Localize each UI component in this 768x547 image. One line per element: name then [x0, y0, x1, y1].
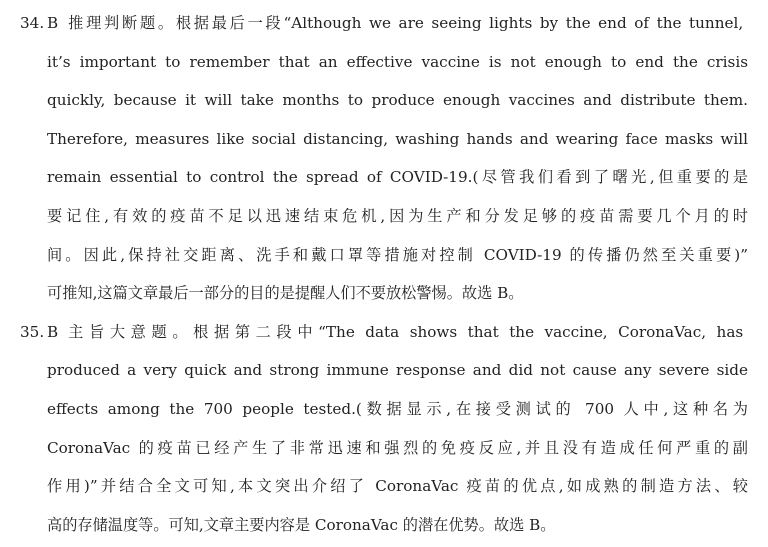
question-number: 34.: [20, 14, 45, 32]
item-35-line-2: produced a very quick and strong immune response and did not cause any severe side: [47, 361, 748, 380]
item-34-line-4: Therefore, measures like social distancing, washing hands and wearing face masks will: [47, 129, 748, 148]
question-answer: B: [47, 322, 59, 341]
explanation-text: 推理判断题。根据最后一段“Although we are seeing lights by the end of the tunnel,: [68, 14, 744, 32]
question-number: 35.: [20, 322, 45, 341]
item-34-line-5: remain essential to control the spread of COVID-19.(尽管我们看到了曙光,但重要的是: [47, 168, 748, 187]
item-35-line-1: [20, 313, 748, 352]
item-35-line-4: CoronaVac 的疫苗已经产生了非常迅速和强烈的免疫反应,并且没有造成任何严重的副: [47, 438, 748, 457]
item-34-line-2: it’s important to remember that an effective vaccine is not enough to end the crisis: [47, 52, 748, 71]
item-34-line-3: quickly, because it will take months to produce enough vaccines and distribute them.: [47, 91, 748, 110]
item-35-line-5: 作用)”并结合全文可知,本文突出介绍了 CoronaVac 疫苗的优点,如成熟的制造方法、较: [47, 477, 748, 496]
item-34-line-1: [20, 4, 748, 43]
item-35-line-3: effects among the 700 people tested.(数据显示,在接受测试的 700 人中,这种名为: [47, 399, 748, 418]
question-answer: B: [47, 14, 59, 32]
item-34-line-7: 间。因此,保持社交距离、洗手和戴口罩等措施对控制 COVID-19 的传播仍然至关重要)”: [47, 245, 748, 264]
explanation-text: 主旨大意题。根据第二段中“The data shows that the vaccine, CoronaVac, has: [68, 322, 744, 341]
item-34-line-6: 要记住,有效的疫苗不足以迅速结束危机,因为生产和分发足够的疫苗需要几个月的时: [47, 206, 748, 225]
item-35-line-6: 高的存储温度等。可知,文章主要内容是 CoronaVac 的潜在优势。故选 B。: [47, 515, 556, 534]
item-34-line-8: 可推知,这篇文章最后一部分的目的是提醒人们不要放松警惕。故选 B。: [47, 284, 524, 303]
